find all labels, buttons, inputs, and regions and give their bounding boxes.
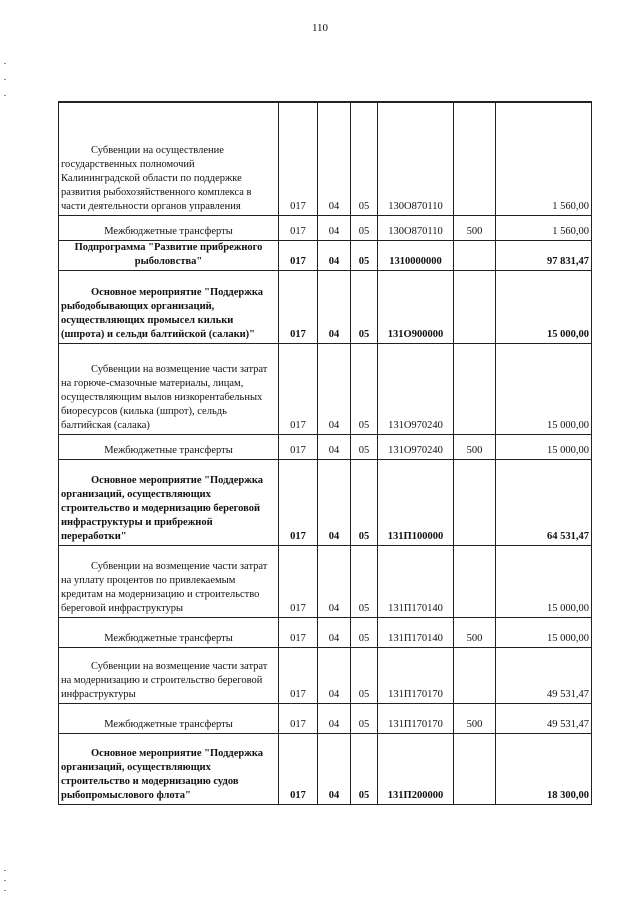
- section-code-cell: 04: [318, 270, 351, 343]
- ved-code-cell: 017: [279, 240, 318, 270]
- row-name-cell: Подпрограмма "Развитие прибрежного рыболовства": [59, 240, 279, 270]
- target-article-cell: 131О970240: [378, 434, 454, 459]
- row-name-cell: Межбюджетные трансферты: [59, 434, 279, 459]
- expense-type-cell: [454, 545, 496, 617]
- table-row: [59, 733, 592, 804]
- subsection-code-cell: 05: [351, 240, 378, 270]
- ved-code-cell: 017: [279, 459, 318, 545]
- expense-type-cell: [454, 240, 496, 270]
- target-article-cell: 131П170140: [378, 617, 454, 647]
- amount-cell: 15 000,00: [496, 343, 592, 434]
- ved-code-cell: 017: [279, 434, 318, 459]
- target-article-cell: 1310000000: [378, 240, 454, 270]
- table-row: [59, 215, 592, 240]
- ved-code-cell: 017: [279, 733, 318, 804]
- expense-type-cell: 500: [454, 215, 496, 240]
- target-article-cell: 131П170140: [378, 545, 454, 617]
- table-row: [59, 343, 592, 434]
- subsection-code-cell: 05: [351, 459, 378, 545]
- table-row: [59, 703, 592, 733]
- row-name-cell: Субвенции на возмещение части затрат на уплату процентов по привлекаемым кредитам на модернизацию и строительство береговой инфраструктуры: [59, 545, 279, 617]
- amount-cell: 15 000,00: [496, 617, 592, 647]
- row-name-cell: Основное мероприятие "Поддержка рыбодобывающих организаций, осуществляющих промысел кильки (шпрота) и сельди балтийской (салаки)": [59, 270, 279, 343]
- ved-code-cell: 017: [279, 343, 318, 434]
- table-row: [59, 459, 592, 545]
- scan-mark: [4, 95, 6, 96]
- amount-cell: 18 300,00: [496, 733, 592, 804]
- subsection-code-cell: 05: [351, 545, 378, 617]
- target-article-cell: 131П200000: [378, 733, 454, 804]
- ved-code-cell: 017: [279, 102, 318, 215]
- subsection-code-cell: 05: [351, 270, 378, 343]
- row-name-cell: Субвенции на осуществление государственных полномочий Калининградской области по поддержке развития рыбохозяйственного комплекса в части деятельности органов управления: [59, 102, 279, 215]
- section-code-cell: 04: [318, 434, 351, 459]
- expense-type-cell: 500: [454, 434, 496, 459]
- amount-cell: 15 000,00: [496, 434, 592, 459]
- budget-table: [58, 101, 592, 805]
- scan-mark: [4, 79, 6, 80]
- section-code-cell: 04: [318, 545, 351, 617]
- ved-code-cell: 017: [279, 703, 318, 733]
- row-name-cell: Межбюджетные трансферты: [59, 617, 279, 647]
- section-code-cell: 04: [318, 647, 351, 703]
- row-name-cell: Межбюджетные трансферты: [59, 215, 279, 240]
- scan-mark: [4, 880, 6, 881]
- ved-code-cell: 017: [279, 270, 318, 343]
- subsection-code-cell: 05: [351, 215, 378, 240]
- table-row: [59, 434, 592, 459]
- table-row: [59, 102, 592, 215]
- scan-mark: [4, 890, 6, 891]
- ved-code-cell: 017: [279, 617, 318, 647]
- expense-type-cell: [454, 270, 496, 343]
- section-code-cell: 04: [318, 240, 351, 270]
- amount-cell: 97 831,47: [496, 240, 592, 270]
- expense-type-cell: 500: [454, 617, 496, 647]
- page-number: 110: [311, 22, 329, 34]
- target-article-cell: 130О870110: [378, 102, 454, 215]
- subsection-code-cell: 05: [351, 703, 378, 733]
- row-name-cell: Основное мероприятие "Поддержка организаций, осуществляющих строительство и модернизацию береговой инфраструктуры и прибрежной переработки": [59, 459, 279, 545]
- row-name-cell: Субвенции на возмещение части затрат на модернизацию и строительство береговой инфраструктуры: [59, 647, 279, 703]
- scan-mark: [4, 63, 6, 64]
- table-row: [59, 545, 592, 617]
- ved-code-cell: 017: [279, 647, 318, 703]
- expense-type-cell: [454, 647, 496, 703]
- amount-cell: 1 560,00: [496, 102, 592, 215]
- table-row: [59, 617, 592, 647]
- subsection-code-cell: 05: [351, 102, 378, 215]
- ved-code-cell: 017: [279, 215, 318, 240]
- target-article-cell: 130О870110: [378, 215, 454, 240]
- subsection-code-cell: 05: [351, 343, 378, 434]
- row-name-cell: Межбюджетные трансферты: [59, 703, 279, 733]
- table-row: [59, 240, 592, 270]
- amount-cell: 1 560,00: [496, 215, 592, 240]
- table-row: [59, 647, 592, 703]
- row-name-cell: Субвенции на возмещение части затрат на горюче-смазочные материалы, лицам, осуществляющим вылов низкорентабельных биоресурсов (килька (шпрот), сельдь балтийская (салака): [59, 343, 279, 434]
- amount-cell: 15 000,00: [496, 270, 592, 343]
- section-code-cell: 04: [318, 703, 351, 733]
- target-article-cell: 131П170170: [378, 703, 454, 733]
- expense-type-cell: [454, 343, 496, 434]
- row-name-cell: Основное мероприятие "Поддержка организаций, осуществляющих строительство и модернизацию судов рыбопромыслового флота": [59, 733, 279, 804]
- target-article-cell: 131П170170: [378, 647, 454, 703]
- amount-cell: 15 000,00: [496, 545, 592, 617]
- table-row: [59, 270, 592, 343]
- subsection-code-cell: 05: [351, 617, 378, 647]
- expense-type-cell: [454, 733, 496, 804]
- ved-code-cell: 017: [279, 545, 318, 617]
- amount-cell: 64 531,47: [496, 459, 592, 545]
- expense-type-cell: 500: [454, 703, 496, 733]
- section-code-cell: 04: [318, 459, 351, 545]
- amount-cell: 49 531,47: [496, 647, 592, 703]
- section-code-cell: 04: [318, 617, 351, 647]
- section-code-cell: 04: [318, 215, 351, 240]
- target-article-cell: 131О900000: [378, 270, 454, 343]
- section-code-cell: 04: [318, 343, 351, 434]
- section-code-cell: 04: [318, 102, 351, 215]
- section-code-cell: 04: [318, 733, 351, 804]
- amount-cell: 49 531,47: [496, 703, 592, 733]
- target-article-cell: 131П100000: [378, 459, 454, 545]
- target-article-cell: 131О970240: [378, 343, 454, 434]
- subsection-code-cell: 05: [351, 434, 378, 459]
- expense-type-cell: [454, 102, 496, 215]
- scan-mark: [4, 870, 6, 871]
- subsection-code-cell: 05: [351, 647, 378, 703]
- subsection-code-cell: 05: [351, 733, 378, 804]
- expense-type-cell: [454, 459, 496, 545]
